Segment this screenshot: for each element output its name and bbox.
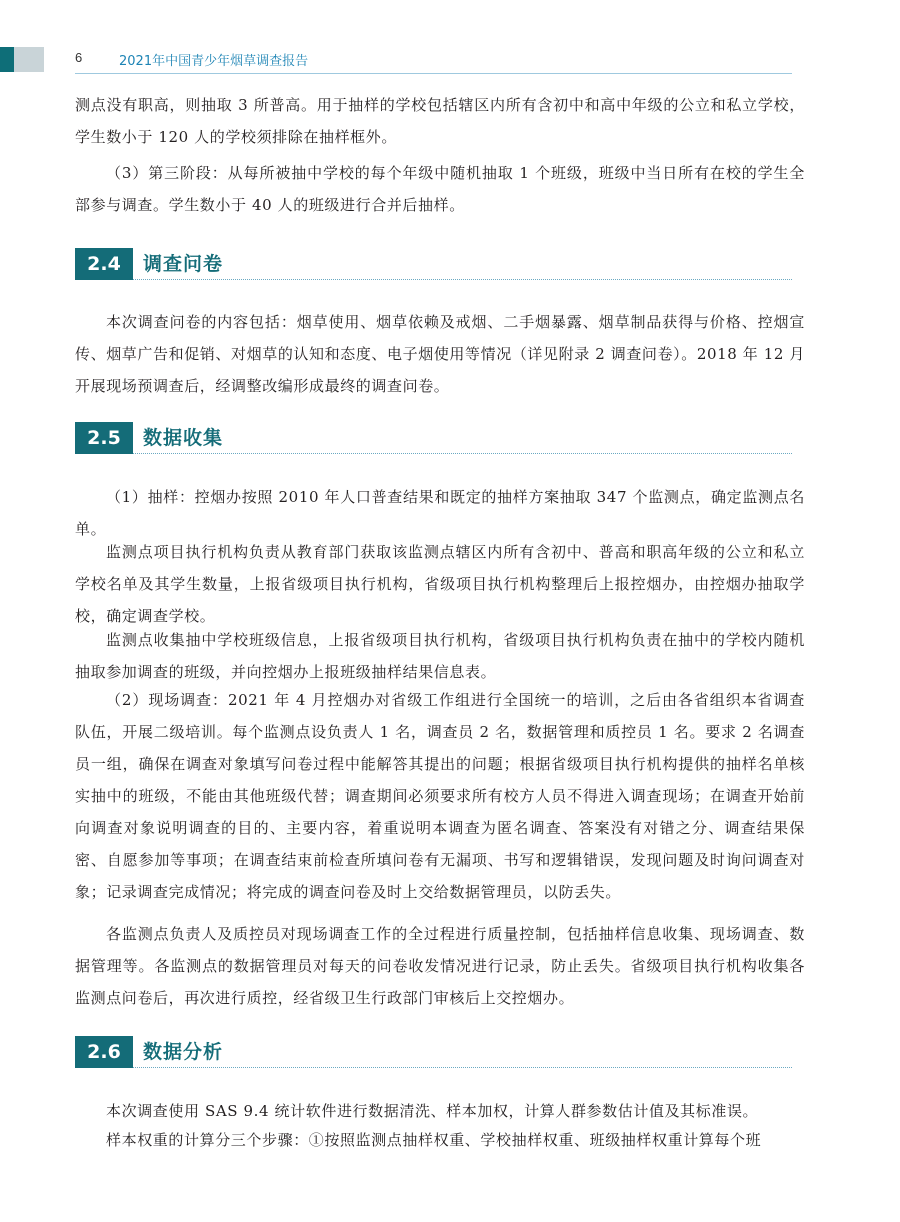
section-heading-2-6 [75,1036,792,1068]
header-divider [75,73,792,74]
section-title: 数据收集 [143,427,224,449]
page-edge-tab-light [14,47,44,72]
paragraph-stage-three: （3）第三阶段：从每所被抽中学校的每个年级中随机抽取 1 个班级，班级中当日所有在校的学生全部参与调查。学生数小于 40 人的班级进行合并后抽样。 [75,164,805,214]
section-number: 2.5 [75,422,133,454]
section-number: 2.4 [75,248,133,280]
section-heading-2-4 [75,248,792,280]
section-heading-2-5 [75,422,792,454]
section-rule [133,453,792,454]
paragraph-sas-software: 本次调查使用 SAS 9.4 统计软件进行数据清洗、样本加权，计算人群参数估计值及其标准误。 [106,1102,759,1120]
running-header-title: 2021年中国青少年烟草调查报告 [119,54,309,69]
page-edge-tab [0,47,14,72]
page-number: 6 [75,50,83,65]
section-rule [133,279,792,280]
paragraph-field-survey: （2）现场调查：2021 年 4 月控烟办对省级工作组进行全国统一的培训，之后由各省组织本省调查队伍，开展二级培训。每个监测点设负责人 1 名，调查员 2 名，数据管理和质控员 1 名。要求 2 名调查员一组，确保在调查对象填写问卷过程中能解答其提出的问题；根据省级项目执行机构提供的抽样名单核实抽中的班级，不能由其他班级代替；调查期间必须要求所有校方人员不得进入调查现场；在调查开始前向调查对象说明调查的目的、主要内容，着重说明本调查为匿名调查、答案没有对错之分、调查结果保密、自愿参加等事项；在调查结束前检查所填问卷有无漏项、书写和逻辑错误，发现问题及时询问调查对象；记录调查完成情况；将完成的调查问卷及时上交给数据管理员，以防丢失。 [75,691,805,901]
section-title: 数据分析 [143,1041,224,1063]
section-title: 调查问卷 [143,253,224,275]
section-rule [133,1067,792,1068]
paragraph-school-list: 监测点项目执行机构负责从教育部门获取该监测点辖区内所有含初中、普高和职高年级的公立和私立学校名单及其学生数量，上报省级项目执行机构，省级项目执行机构整理后上报控烟办，由控烟办抽取学校，确定调查学校。 [75,543,805,625]
paragraph-quality-control: 各监测点负责人及质控员对现场调查工作的全过程进行质量控制，包括抽样信息收集、现场调查、数据管理等。各监测点的数据管理员对每天的问卷收发情况进行记录，防止丢失。省级项目执行机构收集各监测点问卷后，再次进行质控，经省级卫生行政部门审核后上交控烟办。 [75,925,805,1007]
paragraph-sampling-schools: 测点没有职高，则抽取 3 所普高。用于抽样的学校包括辖区内所有含初中和高中年级的公立和私立学校，学生数小于 120 人的学校须排除在抽样框外。 [75,96,805,146]
paragraph-class-info: 监测点收集抽中学校班级信息，上报省级项目执行机构，省级项目执行机构负责在抽中的学校内随机抽取参加调查的班级，并向控烟办上报班级抽样结果信息表。 [75,631,805,681]
paragraph-sample-weights: 样本权重的计算分三个步骤：①按照监测点抽样权重、学校抽样权重、班级抽样权重计算每个班 [106,1131,762,1149]
paragraph-sampling-step: （1）抽样：控烟办按照 2010 年人口普查结果和既定的抽样方案抽取 347 个监测点，确定监测点名单。 [75,488,805,538]
paragraph-questionnaire: 本次调查问卷的内容包括：烟草使用、烟草依赖及戒烟、二手烟暴露、烟草制品获得与价格、控烟宣传、烟草广告和促销、对烟草的认知和态度、电子烟使用等情况（详见附录 2 调查问卷）。2018 年 12 月开展现场预调查后，经调整改编形成最终的调查问卷。 [75,313,805,395]
section-number: 2.6 [75,1036,133,1068]
